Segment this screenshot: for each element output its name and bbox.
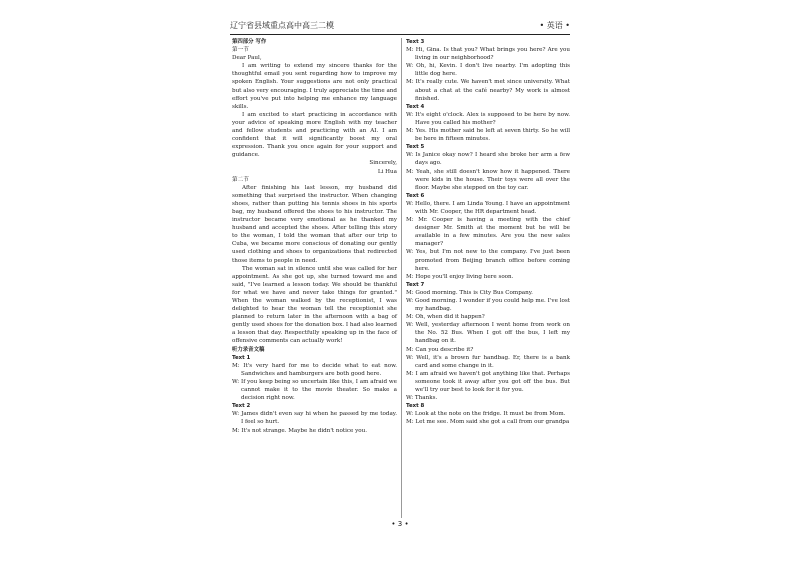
section-heading: 听力录音文稿: [232, 346, 265, 353]
section-heading: 第四部分 写作: [232, 39, 267, 45]
paragraph: I am writing to extend my sincere thanks for the thoughtful email you sent regarding how to improve my spoken English. Your suggestions are not only practical but also very encouraging. I truly appreciate the time and effort you've put into helping me enhance my language skills.: [232, 63, 397, 110]
paragraph: M: Hope you'll enjoy living here soon.: [406, 273, 514, 280]
paragraph: W: If you keep being so uncertain like this, I am afraid we cannot make it to the movie theater. So make a decision right now.: [232, 378, 397, 402]
column-divider: [401, 38, 402, 518]
left-column: [232, 38, 397, 435]
section-heading: Text 8: [406, 403, 425, 410]
section-heading: Text 3: [406, 39, 425, 45]
paragraph: M: Good morning. This is City Bus Company.: [406, 289, 533, 296]
paragraph: W: It's eight o'clock. Alex is supposed to be here by now. Have you called his mother?: [406, 111, 570, 126]
section-heading: Text 4: [406, 103, 425, 110]
paragraph: W: Look at the note on the fridge. It must be from Mom.: [406, 411, 566, 418]
paragraph: M: Yeah, she still doesn't know how it happened. There were kids in the house. Their toys were all over the floor. Maybe she stepped on the toy car.: [406, 168, 570, 191]
paragraph: M: It's really cute. We haven't met since university. What about a chat at the café nearby? My work is almost finished.: [406, 79, 570, 102]
paragraph: M: I am afraid we haven't got anything like that. Perhaps someone took it away after you got off the bus. But we'll try our best to look for it for you.: [406, 370, 570, 394]
paragraph: W: Is Janice okay now? I heard she broke her arm a few days ago.: [406, 152, 570, 167]
paragraph: W: Well, it's a brown fur handbag. Er, there is a bank card and some change in it.: [406, 354, 570, 369]
paragraph: M: Let me see. Mom said she got a call from our grandpa: [406, 419, 570, 426]
section-heading: Text 5: [406, 144, 425, 151]
section-heading: Text 2: [232, 403, 251, 410]
paragraph: W: Oh, hi, Kevin. I don't live nearby. I'm adopting this little dog here.: [406, 63, 570, 78]
paragraph: 第二节: [232, 176, 249, 183]
paragraph: W: James didn't even say hi when he passed by me today. I feel so hurt.: [232, 411, 397, 426]
right-column: [406, 38, 570, 427]
section-heading: Text 6: [406, 192, 425, 199]
paragraph: After finishing his last lesson, my husband did something that surprised the instructor. When changing shoes, rather than putting his tennis shoes in his sports bag, my husband offered the shoes to his instructor. The instructor became very emotional as he thanked my husband and accepted the shoes. After telling this story to the woman, I told the woman that after our trip to Cuba, we became more conscious of donating our gently used clothing and shoes to organizations that redirected those items to people in need.: [232, 184, 397, 264]
paragraph: M: Mr. Cooper is having a meeting with the chief designer Mr. Smith at the moment but he will be available in a few minutes. Are you the new sales manager?: [406, 217, 570, 248]
paragraph: M: It's very hard for me to decide what to eat now. Sandwiches and hamburgers are both good here.: [232, 362, 397, 377]
paragraph: The woman sat in silence until she was called for her appointment. As she got up, she turned toward me and said, "I've learned a lesson today. We should be thankful for what we have and never take things for granted." When the woman walked by the receptionist, I was delighted to hear the woman tell the receptionist she planned to return later in the afternoon with a bag of gently used shoes for the donation box. I had also learned a lesson that day. Respectfully speaking up in the face of offensive comments can actually work!: [232, 265, 397, 345]
paragraph: Sincerely,: [369, 160, 397, 167]
header-title: 辽宁省县域重点高中高三二模: [230, 21, 334, 30]
paragraph: W: Good morning. I wonder if you could help me. I've lost my handbag.: [406, 298, 570, 313]
paragraph: I am excited to start practicing in accordance with your advice of speaking more English with my teacher and fellow students and practicing with an AI. I am confident that it will significantly boost my oral expression. Thank you once again for your support and guidance.: [232, 111, 397, 159]
paragraph: W: Hello, there. I am Linda Young. I have an appointment with Mr. Cooper, the HR department head.: [406, 200, 570, 215]
page-header: [230, 20, 570, 35]
section-heading: Text 1: [232, 354, 251, 361]
paragraph: W: Thanks.: [406, 395, 438, 402]
paragraph: Dear Paul,: [232, 55, 262, 62]
paragraph: W: Yes, but I'm not new to the company. I've just been promoted from Beijing branch office before coming here.: [406, 249, 570, 272]
paragraph: Li Hua: [377, 168, 397, 175]
page-number: • 3 •: [391, 520, 409, 528]
paragraph: 第一节: [232, 47, 249, 54]
paragraph: M: It's not strange. Maybe he didn't notice you.: [232, 427, 368, 434]
paragraph: M: Yes. His mother said he left at seven thirty. So he will be here in fifteen minutes.: [406, 128, 570, 143]
paragraph: M: Oh, when did it happen?: [406, 314, 485, 321]
paragraph: M: Hi, Gina. Is that you? What brings you here? Are you living in our neighborhood?: [406, 47, 570, 62]
paragraph: M: Can you describe it?: [406, 346, 474, 353]
header-subject: • 英语 •: [539, 21, 570, 30]
section-heading: Text 7: [406, 281, 425, 288]
paragraph: W: Well, yesterday afternoon I went home from work on the No. 52 Bus. When I got off the bus, I left my handbag on it.: [406, 322, 570, 345]
